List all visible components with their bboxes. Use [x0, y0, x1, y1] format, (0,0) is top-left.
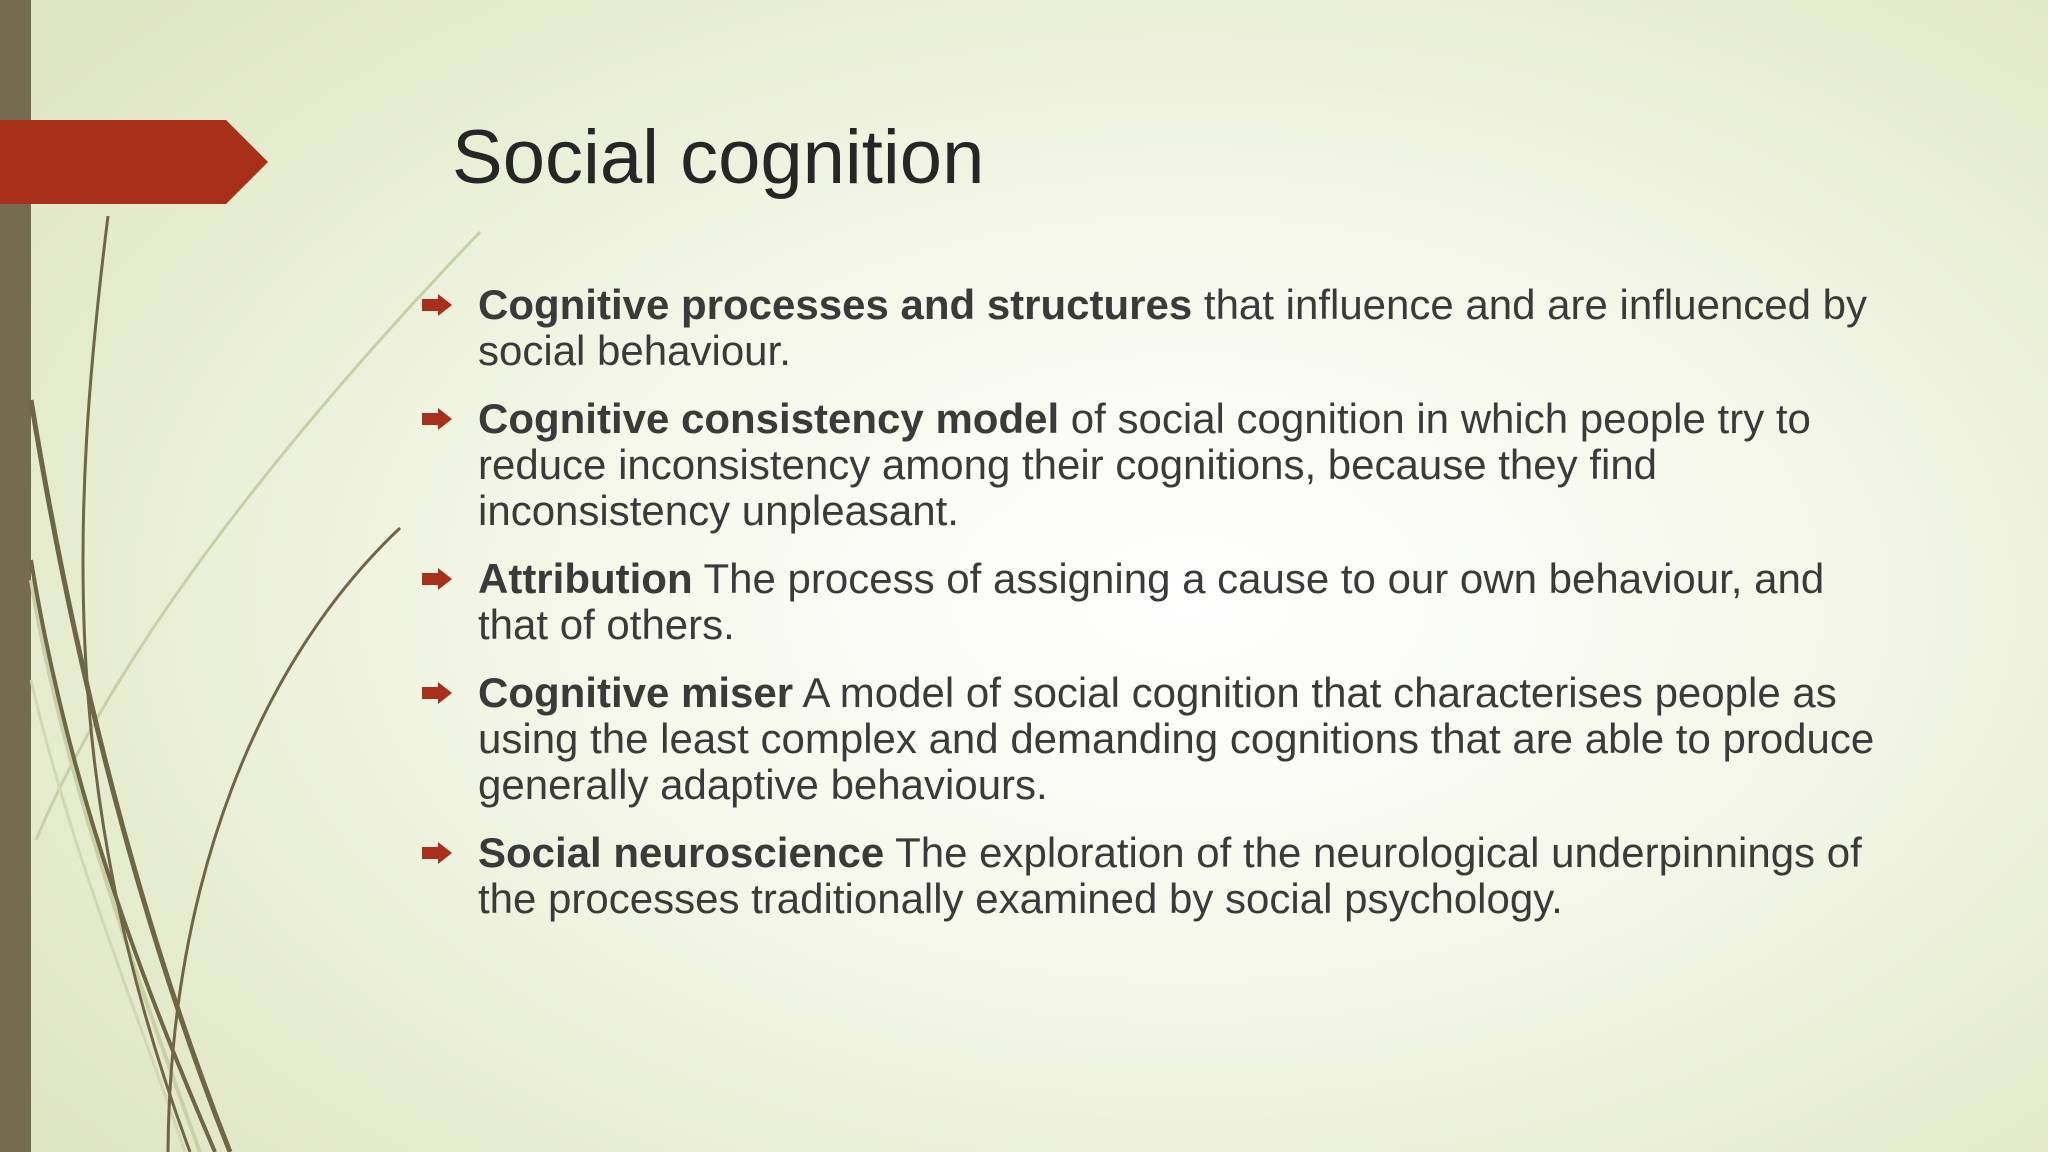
bullet-term: Cognitive processes and structures	[478, 281, 1193, 328]
right-arrow-icon	[420, 567, 454, 591]
bullet-text: The exploration of the neurological underpinnings of the processes traditionally examined by social psychology.	[478, 829, 1862, 922]
right-arrow-icon	[420, 841, 454, 865]
right-arrow-icon	[420, 293, 454, 317]
bullet-term: Cognitive consistency model	[478, 395, 1060, 442]
bullet-term: Social neuroscience	[478, 829, 885, 876]
bullet-text: that influence and are influenced by social behaviour.	[478, 281, 1868, 374]
slide-title: Social cognition	[452, 115, 985, 200]
bullet-term: Cognitive miser	[478, 669, 794, 716]
list-item	[478, 556, 1898, 648]
list-item	[478, 830, 1898, 922]
list-item	[478, 670, 1898, 808]
bullet-text: A model of social cognition that characterises people as using the least complex and demanding cognitions that are able to produce generally adaptive behaviours.	[478, 669, 1875, 808]
bullet-term: Attribution	[478, 555, 693, 602]
bullet-text: The process of assigning a cause to our own behaviour, and that of others.	[478, 555, 1825, 648]
list-item	[478, 282, 1898, 374]
list-item	[478, 396, 1898, 534]
right-arrow-icon	[420, 681, 454, 705]
bullet-text: of social cognition in which people try to reduce inconsistency among their cognitions, because they find inconsistency unpleasant.	[478, 395, 1811, 534]
bullet-list	[478, 282, 1898, 944]
right-arrow-icon	[420, 407, 454, 431]
